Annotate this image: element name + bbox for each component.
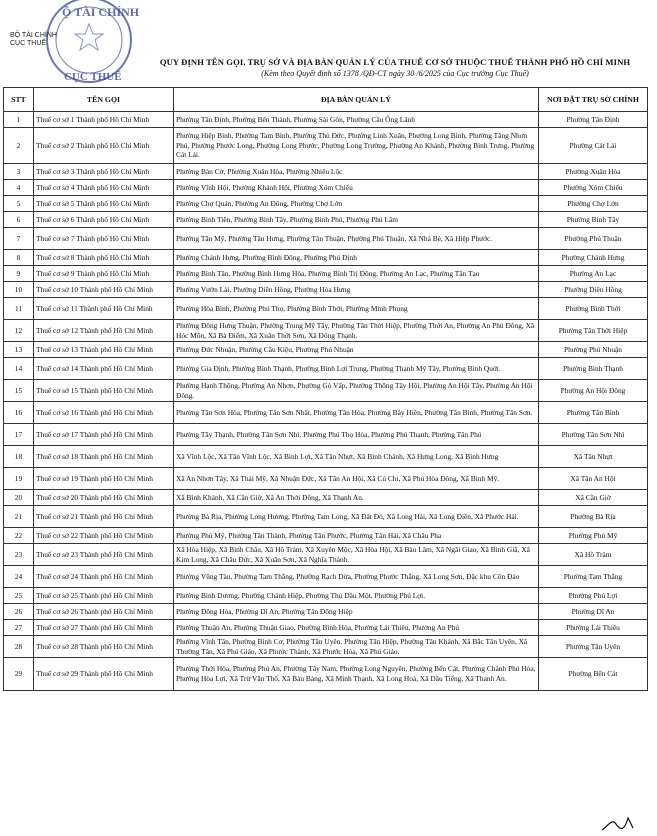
row-stt: 24 — [4, 566, 34, 588]
row-ten-goi: Thuế cơ sở 13 Thành phố Hồ Chí Minh — [34, 342, 174, 358]
table-row — [4, 604, 648, 620]
row-stt: 19 — [4, 468, 34, 490]
table-row — [4, 228, 648, 250]
row-ten-goi: Thuế cơ sở 17 Thành phố Hồ Chí Minh — [34, 424, 174, 446]
row-stt: 15 — [4, 380, 34, 402]
table-row — [4, 620, 648, 636]
row-tru-so: Phường Tam Thắng — [539, 566, 648, 588]
header-dia-ban: ĐỊA BÀN QUẢN LÝ — [174, 88, 539, 112]
row-dia-ban: Phường Gia Định, Phường Bình Thạnh, Phường Bình Lợi Trung, Phường Thạnh Mỹ Tây, Phường Bình Quới. — [174, 358, 539, 380]
row-stt: 4 — [4, 180, 34, 196]
row-dia-ban: Phường Vĩnh Hội, Phường Khánh Hội, Phường Xóm Chiếu — [174, 180, 539, 196]
row-stt: 14 — [4, 358, 34, 380]
row-dia-ban: Phường Vũng Tàu, Phường Tam Thắng, Phường Rạch Dừa, Phường Phước Thắng, Xã Long Sơn, Đặc khu Côn Đảo — [174, 566, 539, 588]
row-tru-so: Phường Tân Uyên — [539, 636, 648, 658]
table-header-row — [4, 88, 648, 112]
table-row — [4, 266, 648, 282]
row-dia-ban: Phường Bình Tiên, Phường Bình Tây, Phường Bình Phú, Phường Phú Lâm — [174, 212, 539, 228]
table-body — [4, 112, 648, 691]
row-stt: 29 — [4, 658, 34, 691]
row-ten-goi: Thuế cơ sở 29 Thành phố Hồ Chí Minh — [34, 658, 174, 691]
row-tru-so: Phường Phú Thuận — [539, 228, 648, 250]
table-row — [4, 506, 648, 528]
row-ten-goi: Thuế cơ sở 8 Thành phố Hồ Chí Minh — [34, 250, 174, 266]
table-row — [4, 588, 648, 604]
row-tru-so: Phường Bình Tây — [539, 212, 648, 228]
row-ten-goi: Thuế cơ sở 18 Thành phố Hồ Chí Minh — [34, 446, 174, 468]
row-dia-ban: Phường Bàn Cờ, Phường Xuân Hòa, Phường Nhiêu Lộc — [174, 164, 539, 180]
row-stt: 26 — [4, 604, 34, 620]
row-tru-so: Xã Tân An Hội — [539, 468, 648, 490]
table-row — [4, 446, 648, 468]
row-tru-so: Phường Lái Thiêu — [539, 620, 648, 636]
row-tru-so: Phường Dĩ An — [539, 604, 648, 620]
row-tru-so: Phường Bến Cát — [539, 658, 648, 691]
row-ten-goi: Thuế cơ sở 26 Thành phố Hồ Chí Minh — [34, 604, 174, 620]
table-row — [4, 320, 648, 342]
row-stt: 13 — [4, 342, 34, 358]
row-ten-goi: Thuế cơ sở 12 Thành phố Hồ Chí Minh — [34, 320, 174, 342]
row-tru-so: Phường Bà Rịa — [539, 506, 648, 528]
row-ten-goi: Thuế cơ sở 4 Thành phố Hồ Chí Minh — [34, 180, 174, 196]
row-ten-goi: Thuế cơ sở 16 Thành phố Hồ Chí Minh — [34, 402, 174, 424]
row-dia-ban: Phường Vĩnh Tân, Phường Bình Cơ, Phường Tân Uyên, Phường Tân Hiệp, Phường Tân Khánh, Xã Bắc Tân Uyên, Xã Thường Tân, Xã Phú Giáo, Xã Phước Thành, Xã Phước Hòa, Xã Phú Giáo. — [174, 636, 539, 658]
row-dia-ban: Xã Vĩnh Lộc, Xã Tân Vĩnh Lộc, Xã Bình Lợi, Xã Tân Nhựt, Xã Bình Chánh, Xã Hưng Long, Xã Bình Hưng — [174, 446, 539, 468]
row-stt: 12 — [4, 320, 34, 342]
row-dia-ban: Phường Đông Hưng Thuận, Phường Trung Mỹ Tây, Phường Tân Thới Hiệp, Phường Thới An, Phường An Phú Đông, Xã Hóc Môn, Xã Bà Điểm, Xã Xuân Thới Sơn, Xã Đông Thạnh. — [174, 320, 539, 342]
row-stt: 10 — [4, 282, 34, 298]
row-dia-ban: Phường Thới Hòa, Phường Phú An, Phường Tây Nam, Phường Long Nguyên, Phường Bến Cát, Phường Chánh Phú Hòa, Phường Hòa Lợi, Xã Trừ Văn Thố, Xã Bàu Bàng, Xã Minh Thạnh, Xã Long Hoà, Xã Dầu Tiếng, Xã Thanh An. — [174, 658, 539, 691]
seal-caption — [10, 32, 57, 48]
row-ten-goi: Thuế cơ sở 15 Thành phố Hồ Chí Minh — [34, 380, 174, 402]
row-dia-ban: Phường Vườn Lài, Phường Diên Hồng, Phường Hòa Hưng — [174, 282, 539, 298]
row-dia-ban: Phường Chánh Hưng, Phường Bình Đông, Phường Phú Định — [174, 250, 539, 266]
table-row — [4, 380, 648, 402]
header-tru-so: NƠI ĐẶT TRỤ SỞ CHÍNH — [539, 88, 648, 112]
table-row — [4, 282, 648, 298]
row-tru-so: Phường An Lạc — [539, 266, 648, 282]
row-ten-goi: Thuế cơ sở 20 Thành phố Hồ Chí Minh — [34, 490, 174, 506]
row-ten-goi: Thuế cơ sở 1 Thành phố Hồ Chí Minh — [34, 112, 174, 128]
row-stt: 22 — [4, 528, 34, 544]
row-tru-so: Phường Tân Bình — [539, 402, 648, 424]
row-tru-so: Phường Diên Hồng — [539, 282, 648, 298]
table-row — [4, 196, 648, 212]
table-row — [4, 528, 648, 544]
row-tru-so: Phường Bình Thới — [539, 298, 648, 320]
row-ten-goi: Thuế cơ sở 9 Thành phố Hồ Chí Minh — [34, 266, 174, 282]
row-dia-ban: Xã Bình Khánh, Xã Cần Giờ, Xã An Thới Đông, Xã Thạnh An. — [174, 490, 539, 506]
table-row — [4, 358, 648, 380]
row-tru-so: Phường Tân Thới Hiệp — [539, 320, 648, 342]
row-dia-ban: Phường Hòa Bình, Phường Phú Thọ, Phường Bình Thới, Phường Minh Phụng — [174, 298, 539, 320]
signature-mark-icon — [600, 812, 636, 834]
row-ten-goi: Thuế cơ sở 14 Thành phố Hồ Chí Minh — [34, 358, 174, 380]
row-stt: 17 — [4, 424, 34, 446]
row-stt: 1 — [4, 112, 34, 128]
tax-office-table — [3, 87, 648, 691]
row-tru-so: Phường Phú Lợi — [539, 588, 648, 604]
table-row — [4, 544, 648, 566]
row-ten-goi: Thuế cơ sở 25 Thành phố Hồ Chí Minh — [34, 588, 174, 604]
row-ten-goi: Thuế cơ sở 27 Thành phố Hồ Chí Minh — [34, 620, 174, 636]
table-row — [4, 658, 648, 691]
row-dia-ban: Phường Hiệp Bình, Phường Tam Bình, Phường Thủ Đức, Phường Linh Xuân, Phường Long Bình, Phường Tăng Nhơn Phú, Phường Phước Long, Phường Long Phước, Phường Long Trường, Phường An Khánh, Phường Bình Trưng, Phường Cát Lái. — [174, 128, 539, 164]
row-tru-so: Xã Cần Giờ — [539, 490, 648, 506]
row-dia-ban: Phường Tân Sơn Hòa, Phường Tân Sơn Nhất, Phường Tân Hòa, Phường Bảy Hiền, Phường Tân Bình, Phường Tân Sơn. — [174, 402, 539, 424]
row-stt: 8 — [4, 250, 34, 266]
row-tru-so: Phường An Hội Đông — [539, 380, 648, 402]
row-ten-goi: Thuế cơ sở 7 Thành phố Hồ Chí Minh — [34, 228, 174, 250]
row-stt: 5 — [4, 196, 34, 212]
row-stt: 2 — [4, 128, 34, 164]
row-tru-so: Phường Phú Mỹ — [539, 528, 648, 544]
document-title: QUY ĐỊNH TÊN GỌI, TRỤ SỞ VÀ ĐỊA BÀN QUẢN LÝ CỦA THUẾ CƠ SỞ THUỘC THUẾ THÀNH PHỐ HỒ CHÍ MINH — [159, 57, 631, 67]
row-ten-goi: Thuế cơ sở 5 Thành phố Hồ Chí Minh — [34, 196, 174, 212]
table-row — [4, 636, 648, 658]
row-stt: 3 — [4, 164, 34, 180]
row-tru-so: Phường Xuân Hòa — [539, 164, 648, 180]
row-ten-goi: Thuế cơ sở 19 Thành phố Hồ Chí Minh — [34, 468, 174, 490]
row-ten-goi: Thuế cơ sở 22 Thành phố Hồ Chí Minh — [34, 528, 174, 544]
seal-line-1: BỘ TÀI CHÍNH — [10, 32, 57, 39]
seal-line-2: CỤC THUẾ — [10, 40, 47, 47]
table-row — [4, 250, 648, 266]
row-stt: 9 — [4, 266, 34, 282]
row-ten-goi: Thuế cơ sở 10 Thành phố Hồ Chí Minh — [34, 282, 174, 298]
row-ten-goi: Thuế cơ sở 24 Thành phố Hồ Chí Minh — [34, 566, 174, 588]
row-tru-so: Phường Tân Định — [539, 112, 648, 128]
table-row — [4, 490, 648, 506]
table-row — [4, 468, 648, 490]
document-header — [0, 0, 657, 90]
header-ten-goi: TÊN GỌI — [34, 88, 174, 112]
document-subtitle: (Kèm theo Quyết định số 1378 /QĐ-CT ngày 30 /6/2025 của Cục trưởng Cục Thuế) — [261, 69, 529, 78]
row-ten-goi: Thuế cơ sở 11 Thành phố Hồ Chí Minh — [34, 298, 174, 320]
row-stt: 27 — [4, 620, 34, 636]
row-tru-so: Phường Xóm Chiếu — [539, 180, 648, 196]
row-dia-ban: Xã An Nhơn Tây, Xã Thái Mỹ, Xã Nhuận Đức, Xã Tân An Hội, Xã Củ Chi, Xã Phú Hòa Đông, Xã Bình Mỹ. — [174, 468, 539, 490]
row-tru-so: Xã Tân Nhựt — [539, 446, 648, 468]
row-stt: 11 — [4, 298, 34, 320]
row-ten-goi: Thuế cơ sở 2 Thành phố Hồ Chí Minh — [34, 128, 174, 164]
row-stt: 7 — [4, 228, 34, 250]
table-row — [4, 342, 648, 358]
row-dia-ban: Phường Bà Rịa, Phường Long Hương, Phường Tam Long, Xã Đất Đỏ, Xã Long Hải, Xã Long Điền, Xã Phước Hải. — [174, 506, 539, 528]
row-dia-ban: Phường Thuận An, Phường Thuận Giao, Phường Bình Hòa, Phường Lái Thiêu, Phường An Phú — [174, 620, 539, 636]
row-dia-ban: Xã Hòa Hiệp, Xã Bình Châu, Xã Hồ Tràm, Xã Xuyên Mộc, Xã Hòa Hội, Xã Bàu Lâm, Xã Ngãi Giao, Xã Bình Giã, Xã Kim Long, Xã Châu Đức, Xã Xuân Sơn, Xã Nghĩa Thành. — [174, 544, 539, 566]
row-dia-ban: Phường Chợ Quán, Phường An Đông, Phường Chợ Lớn — [174, 196, 539, 212]
table-row — [4, 164, 648, 180]
row-stt: 6 — [4, 212, 34, 228]
row-tru-so: Xã Hồ Tràm — [539, 544, 648, 566]
table-row — [4, 112, 648, 128]
table-row — [4, 566, 648, 588]
row-stt: 21 — [4, 506, 34, 528]
row-ten-goi: Thuế cơ sở 3 Thành phố Hồ Chí Minh — [34, 164, 174, 180]
row-dia-ban: Phường Tân Định, Phường Bến Thành, Phường Sài Gòn, Phường Cầu Ông Lãnh — [174, 112, 539, 128]
row-stt: 16 — [4, 402, 34, 424]
table-row — [4, 402, 648, 424]
row-dia-ban: Phường Bình Dương, Phường Chánh Hiệp, Phường Thủ Dầu Một, Phường Phú Lợi. — [174, 588, 539, 604]
table-row — [4, 424, 648, 446]
row-tru-so: Phường Phú Nhuận — [539, 342, 648, 358]
row-ten-goi: Thuế cơ sở 28 Thành phố Hồ Chí Minh — [34, 636, 174, 658]
table-row — [4, 212, 648, 228]
row-tru-so: Phường Cát Lái — [539, 128, 648, 164]
row-stt: 18 — [4, 446, 34, 468]
row-stt: 20 — [4, 490, 34, 506]
row-tru-so: Phường Tân Sơn Nhì — [539, 424, 648, 446]
svg-text:Ộ TÀI CHÍNH: Ộ TÀI CHÍNH — [62, 5, 140, 19]
row-stt: 28 — [4, 636, 34, 658]
svg-text:CỤC THUẾ: CỤC THUẾ — [64, 71, 122, 83]
row-tru-so: Phường Chánh Hưng — [539, 250, 648, 266]
row-ten-goi: Thuế cơ sở 6 Thành phố Hồ Chí Minh — [34, 212, 174, 228]
row-stt: 23 — [4, 544, 34, 566]
table-row — [4, 180, 648, 196]
row-stt: 25 — [4, 588, 34, 604]
row-dia-ban: Phường Phú Mỹ, Phường Tân Thành, Phường Tân Phước, Phường Tân Hải, Xã Châu Pha — [174, 528, 539, 544]
row-dia-ban: Phường Hạnh Thông, Phường An Nhơn, Phường Gò Vấp, Phường Thông Tây Hội, Phường An Hội Tây, Phường An Hội Đông. — [174, 380, 539, 402]
table-row — [4, 298, 648, 320]
row-ten-goi: Thuế cơ sở 21 Thành phố Hồ Chí Minh — [34, 506, 174, 528]
row-ten-goi: Thuế cơ sở 23 Thành phố Hồ Chí Minh — [34, 544, 174, 566]
row-dia-ban: Phường Đức Nhuận, Phường Cầu Kiệu, Phường Phú Nhuận — [174, 342, 539, 358]
row-dia-ban: Phường Đông Hòa, Phường Dĩ An, Phường Tân Đông Hiệp — [174, 604, 539, 620]
row-tru-so: Phường Chợ Lớn — [539, 196, 648, 212]
row-dia-ban: Phường Bình Tân, Phường Bình Hưng Hòa, Phường Bình Trị Đông, Phường An Lạc, Phường Tân Tạo — [174, 266, 539, 282]
row-dia-ban: Phường Tân Mỹ, Phường Tân Hưng, Phường Tân Thuận, Phường Phú Thuận, Xã Nhà Bè, Xã Hiệp Phước. — [174, 228, 539, 250]
table-row — [4, 128, 648, 164]
row-dia-ban: Phường Tây Thạnh, Phường Tân Sơn Nhì, Phường Phú Thọ Hòa, Phường Phú Thạnh, Phường Tân Phú — [174, 424, 539, 446]
header-stt: STT — [4, 88, 34, 112]
row-tru-so: Phường Bình Thạnh — [539, 358, 648, 380]
